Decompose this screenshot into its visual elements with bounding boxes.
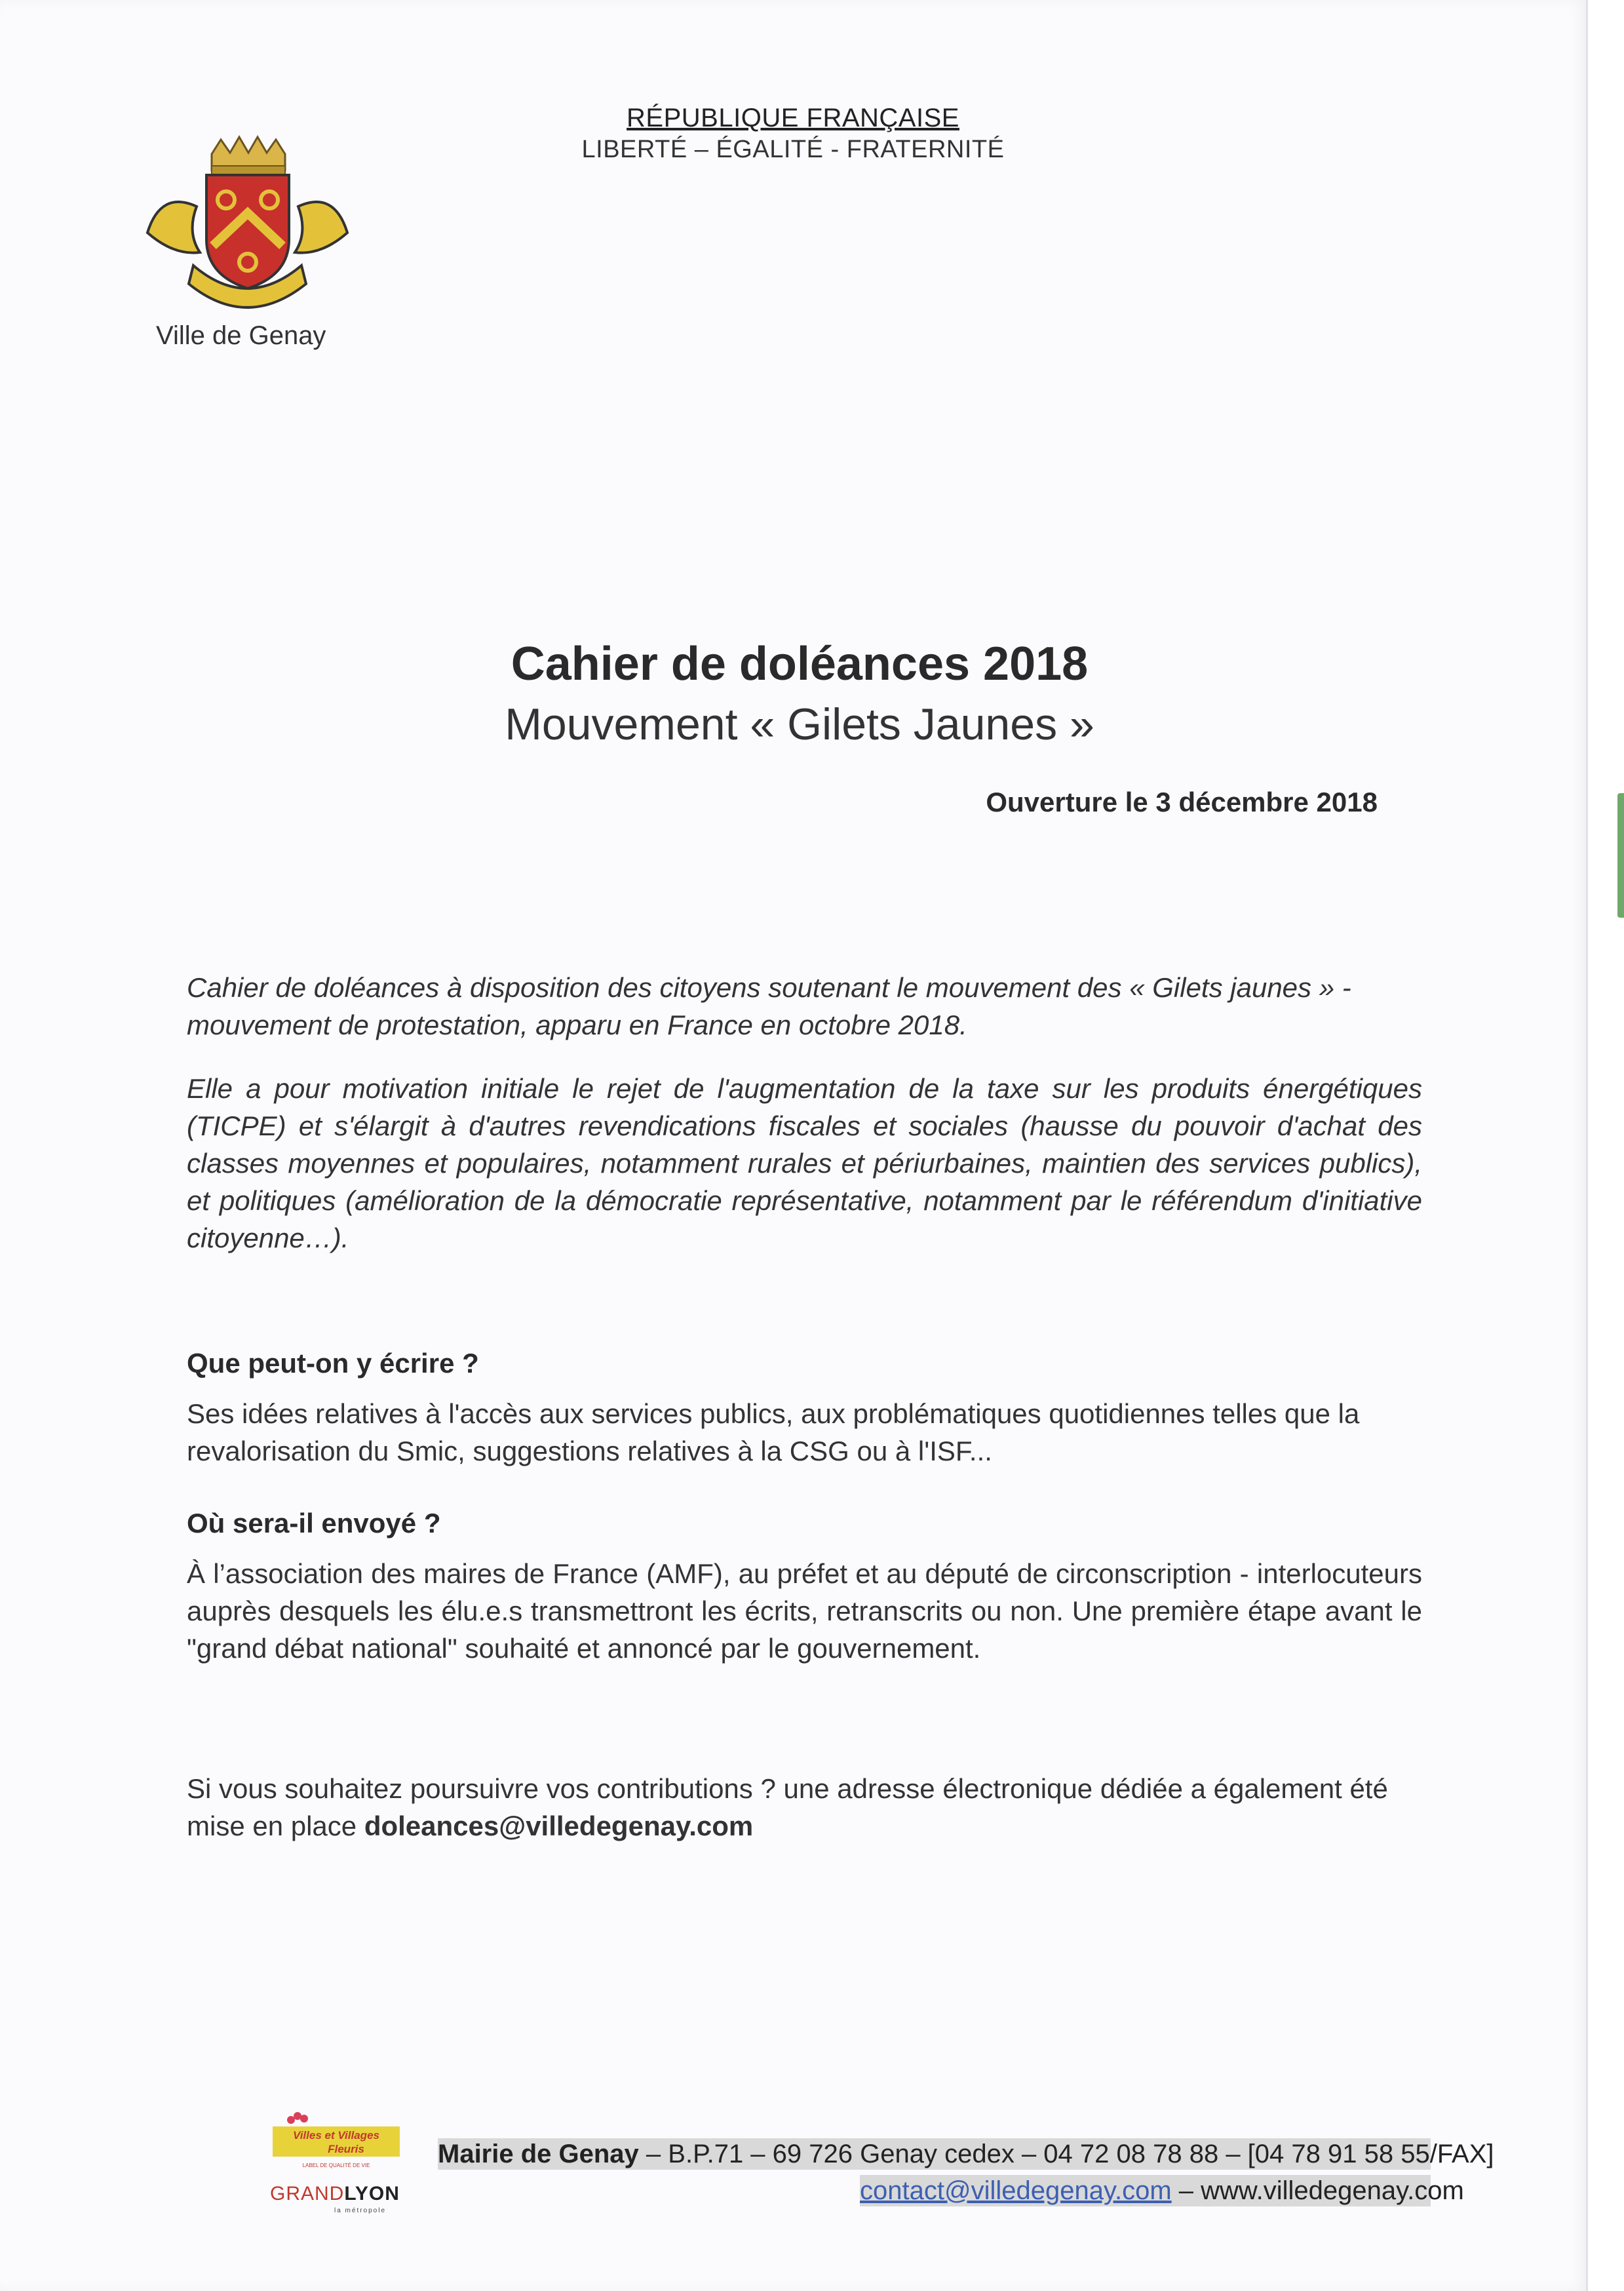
footer-address	[438, 2138, 1494, 2170]
grandlyon-sub: la métropole	[334, 2207, 387, 2214]
title-block	[0, 637, 1599, 750]
section-heading: Où sera-il envoyé ?	[187, 1508, 441, 1538]
document-subtitle: Mouvement « Gilets Jaunes »	[505, 699, 1094, 749]
footer-contact: contact@villedegenay.com – www.villedegenay.com	[860, 2176, 1464, 2205]
republic-title: RÉPUBLIQUE FRANÇAISE	[627, 104, 959, 132]
document-title: Cahier de doléances 2018	[511, 638, 1089, 690]
contact-paragraph	[187, 1770, 1422, 1845]
section-heading: Que peut-on y écrire ?	[187, 1348, 479, 1379]
contact-text: Si vous souhaitez poursuivre vos contributions ? une adresse électronique dédiée a également été mise en place	[187, 1773, 1388, 1841]
town-name: Ville de Genay	[156, 321, 326, 350]
contact-email[interactable]: doleances@villedegenay.com	[364, 1811, 754, 1841]
label-sub: LABEL DE QUALITÉ DE VIE	[302, 2163, 370, 2168]
section-where-sent	[187, 1508, 1422, 1667]
opening-date: Ouverture le 3 décembre 2018	[986, 787, 1378, 817]
intro-paragraph-2: Elle a pour motivation initiale le rejet de l'augmentation de la taxe sur les produits énergétiques (TICPE) et s'élargit à d'autres revendications fiscales et sociales (hausse du pouvoir d'achat des classes moyennes et populaires, notamment rurales et périurbaines, maintien des services publics), et politiques (amélioration de la démocratie représentative, notamment par le référendum d'initiative citoyenne…).	[187, 1073, 1422, 1253]
section-text: À l’association des maires de France (AMF), au préfet et au député de circonscription - interlocuteurs auprès desquels les élu.e.s transmettront les écrits, retranscrits ou non. Une première étape avant le "grand débat national" souhaité et annoncé par le gouvernement.	[187, 1558, 1422, 1664]
label-line2: Fleuris	[328, 2143, 364, 2155]
section-what-to-write	[187, 1348, 1422, 1470]
page-edge-tab	[1617, 793, 1624, 918]
mairie-name: Mairie de Genay	[438, 2140, 639, 2168]
section-text: Ses idées relatives à l'accès aux services publics, aux problématiques quotidiennes telles que la revalorisation du Smic, suggestions relatives à la CSG ou à l'ISF...	[187, 1398, 1360, 1466]
republic-motto: LIBERTÉ – ÉGALITÉ - FRATERNITÉ	[581, 136, 1005, 163]
address-text: – B.P.71 – 69 726 Genay cedex – 04 72 08 78 88 – [04 78 91 58 55/FAX]	[638, 2140, 1494, 2168]
intro-paragraph-1: Cahier de doléances à disposition des citoyens soutenant le mouvement des « Gilets jaunes » - mouvement de protestation, apparu en France en octobre 2018.	[187, 972, 1351, 1040]
contact-email-link[interactable]: contact@villedegenay.com	[860, 2176, 1172, 2205]
website-link[interactable]: www.villedegenay.com	[1201, 2176, 1464, 2205]
grandlyon-logo: GRANDLYON	[270, 2183, 400, 2204]
town-crest-icon	[134, 134, 360, 328]
label-line1: Villes et Villages	[293, 2129, 379, 2142]
